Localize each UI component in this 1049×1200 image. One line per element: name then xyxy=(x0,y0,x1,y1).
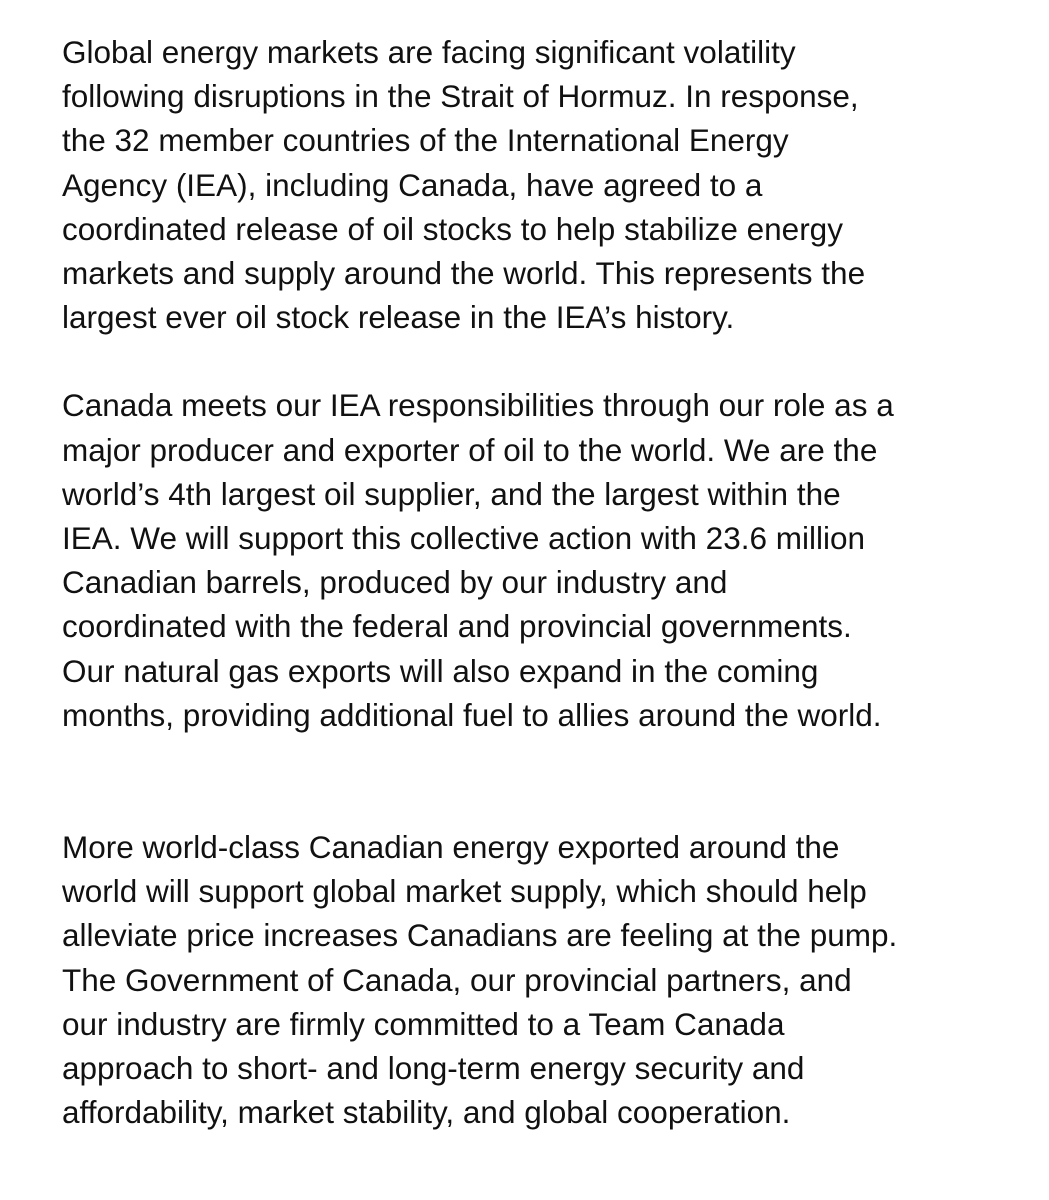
paragraph-line: alleviate price increases Canadians are feeling at the pump. xyxy=(62,917,898,954)
paragraph-line: coordinated with the federal and provincial governments. xyxy=(62,608,852,645)
paragraph-line: IEA. We will support this collective action with 23.6 million xyxy=(62,520,866,557)
paragraph-line: largest ever oil stock release in the IEA’s history. xyxy=(62,299,735,336)
paragraph-line: More world-class Canadian energy exported around the xyxy=(62,829,840,866)
paragraph-line: affordability, market stability, and global cooperation. xyxy=(62,1094,791,1131)
paragraph-line: Global energy markets are facing significant volatility xyxy=(62,34,796,70)
paragraph-line: coordinated release of oil stocks to help stabilize energy xyxy=(62,210,843,247)
paragraph-line: Canadian barrels, produced by our industry and xyxy=(62,564,728,601)
paragraph-line: world’s 4th largest oil supplier, and the largest within the xyxy=(62,475,841,512)
paragraph-line: Canada meets our IEA responsibilities through our role as a xyxy=(62,387,894,424)
paragraph-canada-iea-responsibilities xyxy=(62,383,1022,737)
paragraph-line: Agency (IEA), including Canada, have agreed to a xyxy=(62,166,763,203)
paragraph-line: world will support global market supply, which should help xyxy=(62,873,867,910)
paragraph-line: markets and supply around the world. This represents the xyxy=(62,255,866,292)
paragraph-spacer xyxy=(62,737,1022,825)
paragraph-line: our industry are firmly committed to a Team Canada xyxy=(62,1005,785,1042)
paragraph-line: following disruptions in the Strait of Hormuz. In response, xyxy=(62,78,859,115)
paragraph-spacer xyxy=(62,339,1022,383)
paragraph-line: the 32 member countries of the International Energy xyxy=(62,122,789,159)
paragraph-line: months, providing additional fuel to allies around the world. xyxy=(62,696,882,733)
paragraph-line: Our natural gas exports will also expand in the coming xyxy=(62,652,819,689)
paragraph-line: The Government of Canada, our provincial partners, and xyxy=(62,961,852,998)
paragraph-line: approach to short- and long-term energy security and xyxy=(62,1050,805,1087)
paragraph-line: major producer and exporter of oil to the world. We are the xyxy=(62,431,878,468)
paragraph-world-class-energy-exports xyxy=(62,825,1022,1134)
statement-document xyxy=(62,30,1022,1134)
paragraph-global-energy-markets xyxy=(62,30,1022,339)
